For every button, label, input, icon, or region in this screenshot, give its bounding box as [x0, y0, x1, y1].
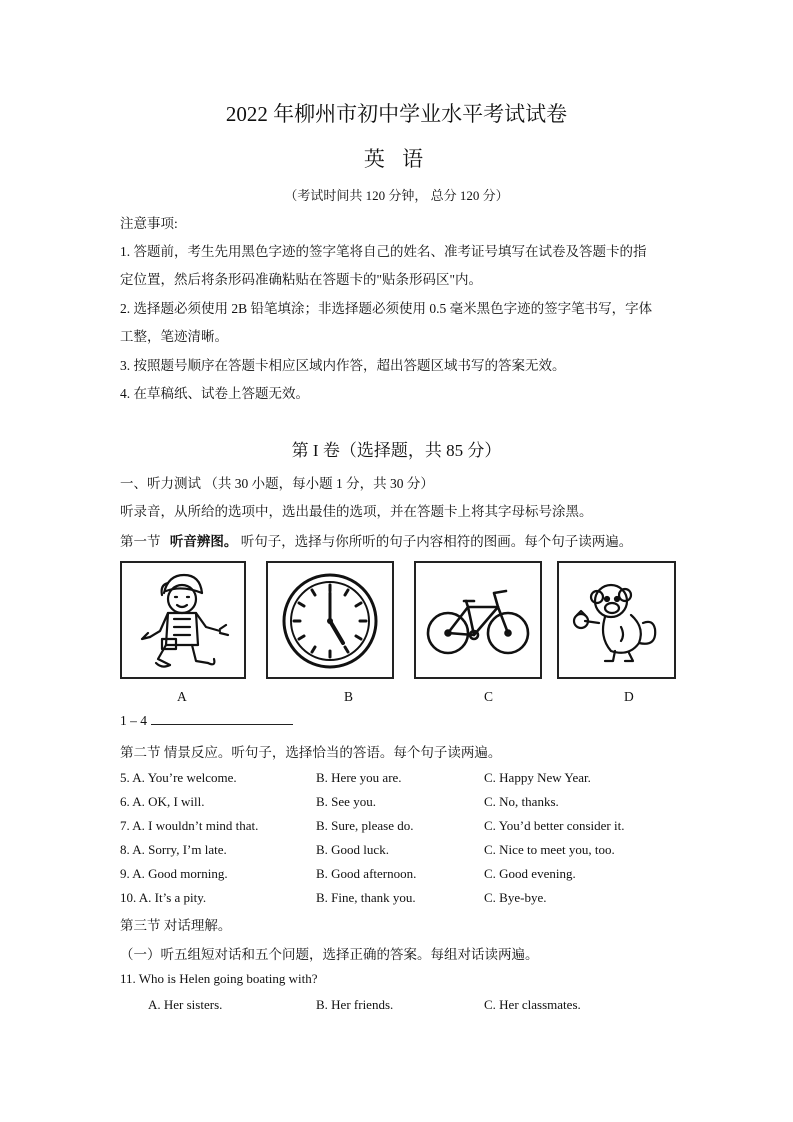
q8-option-b: B. Good luck. — [316, 842, 389, 857]
monkey-icon — [559, 563, 674, 677]
picture-c — [414, 561, 542, 679]
q6-option-c: C. No, thanks. — [484, 794, 559, 809]
girl-icon — [122, 563, 244, 677]
q11-option-a: A. Her sisters. — [148, 997, 223, 1012]
note-line-4: 工整，笔迹清晰。 — [120, 329, 228, 344]
q8-option-c: C. Nice to meet you, too. — [484, 842, 615, 857]
picture-d — [557, 561, 676, 679]
note-line-6: 4. 在草稿纸、试卷上答题无效。 — [120, 386, 309, 401]
section1-text: 听句子，选择与你所听的句子内容相符的图画。每个句子读两遍。 — [240, 534, 633, 549]
q10-option-c: C. Bye-bye. — [484, 890, 547, 905]
q11-question: 11. Who is Helen going boating with? — [120, 971, 318, 986]
q9-option-b: B. Good afternoon. — [316, 866, 417, 881]
picture-a — [120, 561, 246, 679]
picture-label-d: D — [624, 689, 634, 704]
q10-option-b: B. Fine, thank you. — [316, 890, 416, 905]
q6-option-b: B. See you. — [316, 794, 376, 809]
section2-heading: 第二节 情景反应。听句子，选择恰当的答语。每个句子读两遍。 — [120, 745, 502, 760]
q5-option-b: B. Here you are. — [316, 770, 402, 785]
q9-option-a: 9. A. Good morning. — [120, 866, 228, 881]
note-line-2: 定位置，然后将条形码准确粘贴在答题卡的"贴条形码区"内。 — [120, 272, 483, 287]
picture-label-b: B — [344, 689, 354, 704]
q7-option-a: 7. A. I wouldn’t mind that. — [120, 818, 259, 833]
section3-subheading: （一）听五组短对话和五个问题，选择正确的答案。每组对话读两遍。 — [120, 947, 539, 962]
picture-b — [266, 561, 394, 679]
q9-option-c: C. Good evening. — [484, 866, 576, 881]
answer-prompt-1-4 — [120, 712, 293, 729]
section1-bold-title: 听音辨图。 — [169, 534, 238, 549]
answer-prompt-label: 1 – 4 — [120, 713, 147, 728]
section3-heading: 第三节 对话理解。 — [120, 918, 232, 933]
section1-heading — [120, 530, 632, 550]
q11-option-c: C. Her classmates. — [484, 997, 581, 1012]
subject-title: 英 语 — [363, 147, 430, 171]
note-line-3: 2. 选择题必须使用 2B 铅笔填涂；非选择题必须使用 0.5 毫米黑色字迹的签字笔书写，字体 — [120, 301, 653, 316]
picture-label-a: A — [177, 689, 187, 704]
note-line-1: 1. 答题前，考生先用黑色字迹的签字笔将自己的姓名、准考证号填写在试卷及答题卡的指 — [120, 244, 647, 259]
section1-label: 第一节 — [120, 534, 161, 549]
clock-icon — [268, 563, 392, 677]
volume-title: 第 I 卷（选择题，共 85 分） — [291, 441, 502, 460]
part1-instruction: 听录音，从所给的选项中，选出最佳的选项，并在答题卡上将其字母标号涂黑。 — [120, 504, 593, 519]
note-line-5: 3. 按照题号顺序在答题卡相应区域内作答，超出答题区域书写的答案无效。 — [120, 358, 566, 373]
bicycle-icon — [416, 563, 540, 677]
part1-heading: 一、听力测试 （共 30 小题，每小题 1 分，共 30 分） — [120, 476, 434, 491]
q8-option-a: 8. A. Sorry, I’m late. — [120, 842, 227, 857]
q5-option-c: C. Happy New Year. — [484, 770, 591, 785]
notes-heading: 注意事项: — [120, 216, 178, 231]
picture-label-c: C — [484, 689, 494, 704]
q10-option-a: 10. A. It’s a pity. — [120, 890, 207, 905]
q7-option-b: B. Sure, please do. — [316, 818, 414, 833]
q5-option-a: 5. A. You’re welcome. — [120, 770, 237, 785]
answer-blank[interactable] — [151, 712, 293, 725]
exam-info: （考试时间共 120 分钟， 总分 120 分） — [284, 188, 509, 203]
q7-option-c: C. You’d better consider it. — [484, 818, 625, 833]
q6-option-a: 6. A. OK, I will. — [120, 794, 205, 809]
page-title: 2022 年柳州市初中学业水平考试试卷 — [225, 102, 568, 126]
q11-option-b: B. Her friends. — [316, 997, 394, 1012]
